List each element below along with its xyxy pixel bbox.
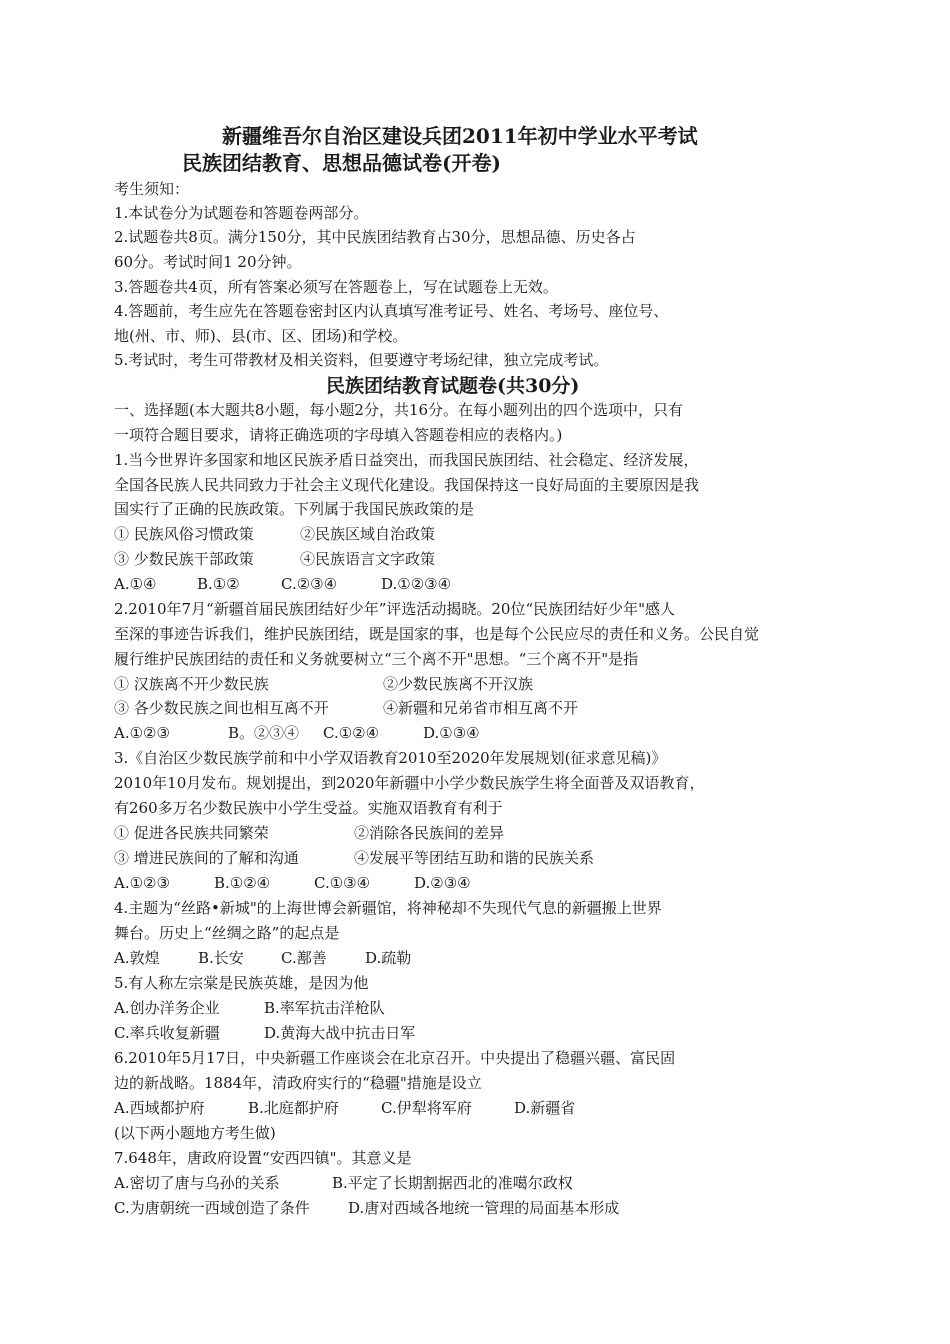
q3-item: ① 促进各民族共同繁荣 [114, 824, 269, 842]
q2-choice-c: C.①②④ [323, 724, 380, 742]
q3-stem: 2010年10月发布。规划提出，到2020年新疆中小学少数民族学生将全面普及双语教育， [114, 774, 705, 792]
notice-line: 1.本试卷分为试题卷和答题卷两部分。 [114, 204, 369, 222]
notice-line: 2.试题卷共8页。满分150分，其中民族团结教育占30分，思想品德、历史各占 [114, 228, 636, 246]
q2-choice-d: D.①③④ [423, 724, 480, 742]
q1-item: ②民族区域自治政策 [300, 525, 436, 543]
section-title: 民族团结教育试题卷(共30分) [326, 375, 580, 397]
q1-stem: 1.当今世界许多国家和地区民族矛盾日益突出，而我国民族团结、社会稳定、经济发展， [114, 451, 699, 469]
q2-stem: 履行维护民族团结的责任和义务就要树立“三个离不开"思想。“三个离不开"是指 [114, 650, 639, 668]
q2-item: ②少数民族离不开汉族 [383, 675, 534, 693]
q2-choice-b: B。②③④ [228, 724, 300, 742]
q4-stem: 4.主题为“丝路•新城"的上海世博会新疆馆，将神秘却不失现代气息的新疆搬上世界 [114, 899, 662, 917]
q3-choice-a: A.①②③ [114, 874, 170, 892]
q5-stem: 5.有人称左宗棠是民族英雄，是因为他 [114, 974, 369, 992]
q1-item: ③ 少数民族干部政策 [114, 550, 254, 568]
q1-choice-a: A.①④ [114, 575, 157, 593]
q3-item: ④发展平等团结互助和谐的民族关系 [354, 849, 595, 867]
q4-choice-a: A.敦煌 [114, 949, 160, 967]
q4-stem: 舞台。历史上“丝绸之路”的起点是 [114, 924, 340, 942]
q5-choice-c: C.率兵收复新疆 [114, 1024, 220, 1042]
q3-stem: 有260多万名少数民族中小学生受益。实施双语教育有利于 [114, 799, 503, 817]
q4-choice-b: B.长安 [198, 949, 244, 967]
q6-stem: 6.2010年5月17日，中央新疆工作座谈会在北京召开。中央提出了稳疆兴疆、富民固 [114, 1049, 676, 1067]
section-intro: 一、选择题(本大题共8小题，每小题2分，共16分。在每小题列出的四个选项中，只有 [114, 401, 684, 419]
notice-line: 4.答题前，考生应先在答题卷密封区内认真填写准考证号、姓名、考场号、座位号、 [114, 302, 669, 320]
q7-stem: 7.648年，唐政府设置“安西四镇"。其意义是 [114, 1149, 412, 1167]
exam-title: 新疆维吾尔自治区建设兵团2011年初中学业水平考试 [222, 124, 698, 148]
q2-item: ④新疆和兄弟省市相互离不开 [383, 699, 579, 717]
q3-item: ③ 增进民族间的了解和沟通 [114, 849, 299, 867]
q6-choice-c: C.伊犁将军府 [381, 1099, 472, 1117]
q2-stem: 至深的事迹告诉我们，维护民族团结，既是国家的事，也是每个公民应尽的责任和义务。公民自觉 [114, 625, 760, 643]
q5-choice-b: B.率军抗击洋枪队 [264, 999, 385, 1017]
q3-item: ②消除各民族间的差异 [354, 824, 505, 842]
notice-heading: 考生须知： [114, 180, 190, 198]
q6-choice-a: A.西域都护府 [114, 1099, 205, 1117]
q3-choice-d: D.②③④ [414, 874, 471, 892]
q5-choice-d: D.黄海大战中抗击日军 [264, 1024, 416, 1042]
q7-choice-b: B.平定了长期割据西北的准噶尔政权 [332, 1174, 573, 1192]
q4-choice-c: C.鄯善 [281, 949, 327, 967]
local-candidates-note: (以下两小题地方考生做) [114, 1124, 276, 1142]
q2-item: ③ 各少数民族之间也相互离不开 [114, 699, 329, 717]
q3-choice-b: B.①②④ [214, 874, 271, 892]
q3-choice-c: C.①③④ [314, 874, 371, 892]
q2-stem: 2.2010年7月“新疆首届民族团结好少年”评选活动揭晓。20位“民族团结好少年"感人 [114, 600, 676, 618]
q6-choice-d: D.新疆省 [514, 1099, 576, 1117]
q6-choice-b: B.北庭都护府 [248, 1099, 339, 1117]
q1-item: ① 民族风俗习惯政策 [114, 525, 254, 543]
q1-choice-d: D.①②③④ [381, 575, 452, 593]
q1-stem: 国实行了正确的民族政策。下列属于我国民族政策的是 [114, 500, 475, 518]
q1-choice-b: B.①② [197, 575, 240, 593]
q5-choice-a: A.创办洋务企业 [114, 999, 220, 1017]
q2-item: ① 汉族离不开少数民族 [114, 675, 269, 693]
q7-choice-c: C.为唐朝统一西域创造了条件 [114, 1199, 310, 1217]
q7-choice-a: A.密切了唐与乌孙的关系 [114, 1174, 280, 1192]
notice-line: 5.考试时，考生可带教材及相关资料，但要遵守考场纪律，独立完成考试。 [114, 351, 609, 369]
notice-line: 地(州、市、师)、县(市、区、团场)和学校。 [114, 327, 408, 345]
notice-line: 3.答题卷共4页，所有答案必须写在答题卷上，写在试题卷上无效。 [114, 278, 558, 296]
q1-choice-c: C.②③④ [281, 575, 338, 593]
q6-stem: 边的新战略。1884年，清政府实行的“稳疆"措施是设立 [114, 1074, 482, 1092]
section-intro: 一项符合题目要求，请将正确选项的字母填入答题卷相应的表格内。) [114, 426, 563, 444]
q2-choice-a: A.①②③ [114, 724, 170, 742]
q1-stem: 全国各民族人民共同致力于社会主义现代化建设。我国保持这一良好局面的主要原因是我 [114, 476, 700, 494]
q4-choice-d: D.疏勒 [365, 949, 412, 967]
q7-choice-d: D.唐对西域各地统一管理的局面基本形成 [348, 1199, 620, 1217]
q1-item: ④民族语言文字政策 [300, 550, 436, 568]
notice-line: 60分。考试时间1 20分钟。 [114, 253, 302, 271]
exam-subtitle: 民族团结教育、思想品德试卷(开卷) [182, 151, 501, 175]
q3-stem: 3.《自治区少数民族学前和中小学双语教育2010至2020年发展规划(征求意见稿)》 [114, 749, 667, 767]
